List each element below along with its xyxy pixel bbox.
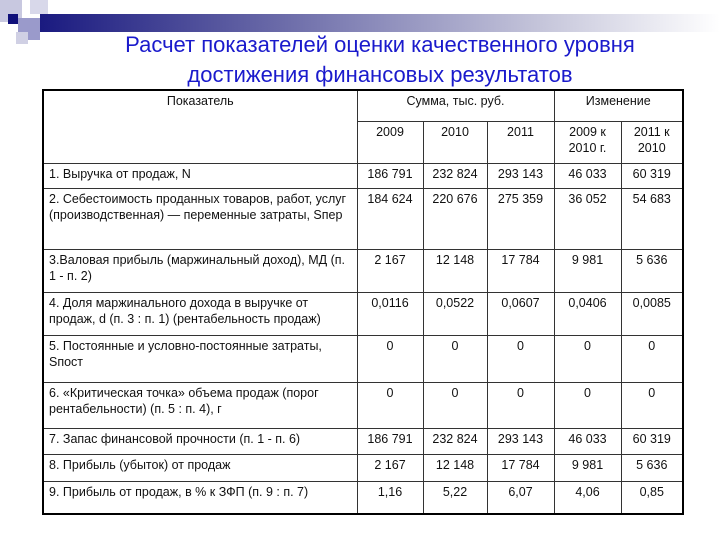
row-value: 0,0607 [487,292,554,335]
page-title: Расчет показателей оценки качественного уровня достижения финансовых результатов [125,32,635,87]
row-value: 0,85 [621,481,683,514]
row-label: 5. Постоянные и условно-постоянные затраты, Sпост [43,335,357,382]
header-change-col: 2011 к 2010 [621,121,683,163]
table-row [43,481,683,514]
decor-square [16,32,28,44]
row-value: 0,0116 [357,292,423,335]
decor-square [8,14,18,24]
row-value: 293 143 [487,163,554,188]
row-value: 232 824 [423,163,487,188]
header-year: 2010 [423,121,487,163]
row-value: 9 981 [554,454,621,481]
row-value: 0 [487,382,554,428]
row-value: 0 [621,335,683,382]
row-value: 46 033 [554,163,621,188]
row-value: 36 052 [554,188,621,249]
row-label: 4. Доля маржинального дохода в выручке от продаж, d (п. 3 : п. 1) (рентабельность продаж) [43,292,357,335]
row-value: 0,0406 [554,292,621,335]
row-value: 0,0522 [423,292,487,335]
header-sum: Сумма, тыс. руб. [357,90,554,121]
header-change-col: 2009 к 2010 г. [554,121,621,163]
header-indicator: Показатель [43,90,357,163]
row-value: 1,16 [357,481,423,514]
row-value: 2 167 [357,249,423,292]
row-value: 0 [554,382,621,428]
row-value: 6,07 [487,481,554,514]
table-row [43,454,683,481]
row-value: 0 [423,335,487,382]
row-label: 8. Прибыль (убыток) от продаж [43,454,357,481]
row-value: 0 [621,382,683,428]
row-value: 9 981 [554,249,621,292]
row-value: 17 784 [487,454,554,481]
row-label: 6. «Критическая точка» объема продаж (порог рентабельности) (п. 5 : п. 4), г [43,382,357,428]
row-value: 60 319 [621,163,683,188]
row-value: 5,22 [423,481,487,514]
row-value: 0 [423,382,487,428]
row-label: 2. Себестоимость проданных товаров, работ, услуг (производственная) — переменные затраты, Sпер [43,188,357,249]
row-value: 293 143 [487,428,554,454]
row-value: 186 791 [357,428,423,454]
table-row [43,428,683,454]
row-value: 4,06 [554,481,621,514]
row-label: 9. Прибыль от продаж, в % к ЗФП (п. 9 : п. 7) [43,481,357,514]
row-value: 0 [357,382,423,428]
row-value: 60 319 [621,428,683,454]
row-value: 54 683 [621,188,683,249]
row-label: 1. Выручка от продаж, N [43,163,357,188]
row-value: 17 784 [487,249,554,292]
row-label: 3.Валовая прибыль (маржинальный доход), МД (п. 1 - п. 2) [43,249,357,292]
row-value: 12 148 [423,249,487,292]
row-value: 0,0085 [621,292,683,335]
table-row [43,188,683,249]
row-value: 12 148 [423,454,487,481]
row-value: 0 [554,335,621,382]
row-value: 0 [487,335,554,382]
table-row [43,249,683,292]
row-value: 184 624 [357,188,423,249]
header-change: Изменение [554,90,683,121]
row-value: 5 636 [621,454,683,481]
row-value: 2 167 [357,454,423,481]
results-table [42,89,684,515]
header-year: 2011 [487,121,554,163]
row-label: 7. Запас финансовой прочности (п. 1 - п. 6) [43,428,357,454]
header-year: 2009 [357,121,423,163]
table-row [43,292,683,335]
table-row [43,382,683,428]
table-row [43,335,683,382]
row-value: 232 824 [423,428,487,454]
row-value: 186 791 [357,163,423,188]
row-value: 275 359 [487,188,554,249]
decor-square [30,0,48,14]
row-value: 0 [357,335,423,382]
row-value: 220 676 [423,188,487,249]
row-value: 5 636 [621,249,683,292]
row-value: 46 033 [554,428,621,454]
table-row [43,163,683,188]
